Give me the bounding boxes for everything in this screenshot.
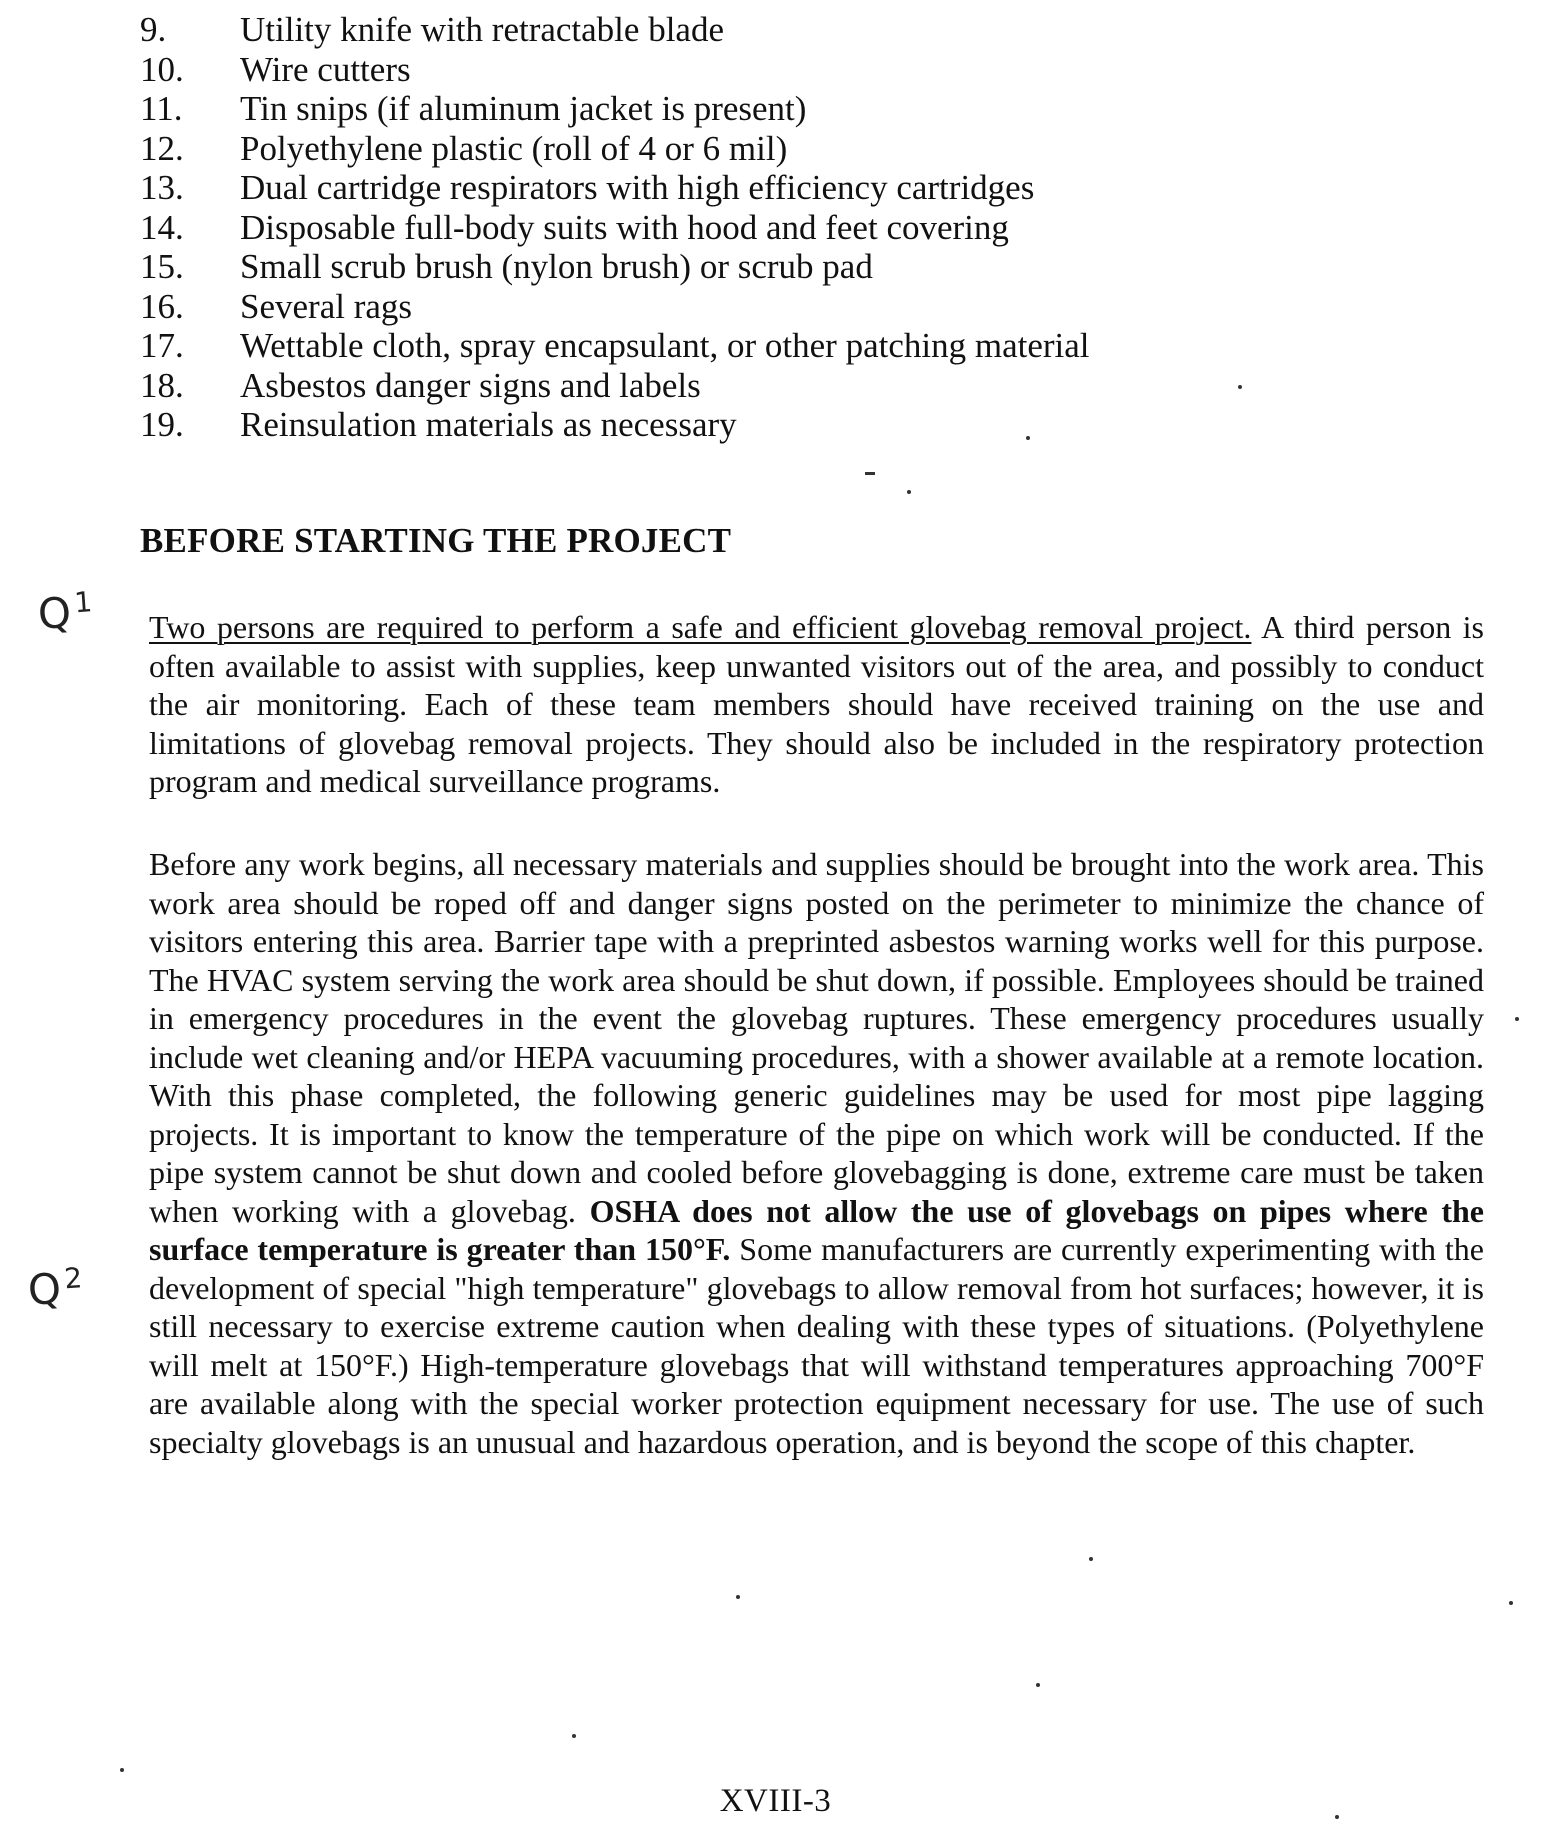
list-item-number: 18.	[140, 365, 184, 405]
section-heading: BEFORE STARTING THE PROJECT	[140, 521, 732, 560]
annotation-mark: 2	[63, 1261, 84, 1296]
annotation-letter: Q	[36, 587, 73, 639]
list-item-text: Polyethylene plastic (roll of 4 or 6 mil)	[240, 128, 788, 168]
list-item	[140, 89, 1190, 129]
scan-speck	[1026, 436, 1030, 440]
list-item	[140, 208, 1190, 248]
list-item-number: 11.	[140, 89, 183, 128]
list-item-number: 12.	[140, 128, 184, 168]
handwritten-annotation-q1	[36, 585, 95, 639]
scan-speck	[907, 490, 911, 494]
list-item-text: Tin snips (if aluminum jacket is present)	[240, 89, 807, 128]
paragraph-text: Some manufacturers are currently experimenting with the development of special "high temperature" glovebags to allow removal from hot surfaces; however, it is still necessary to exercise extreme caution when dealing with these types of situations. (Polyethylene will melt at 150°F.) High-temperature glovebags that will withstand temperatures approaching 700°F are available along with the special worker protection equipment necessary for use. The use of such specialty glovebags is an unusual and hazardous operation, and is beyond the scope of this chapter.	[149, 1231, 1485, 1460]
paragraph-work-preparation	[149, 845, 1484, 1461]
list-item-number: 15.	[140, 247, 184, 286]
page-number: XVIII-3	[719, 1783, 832, 1819]
scan-speck	[1089, 1557, 1093, 1561]
annotation-mark: 1	[73, 585, 94, 620]
underlined-sentence: Two persons are required to perform a safe and efficient glovebag removal project.	[149, 609, 1252, 645]
scan-speck	[1238, 385, 1242, 389]
paragraph-team-requirements	[149, 608, 1484, 801]
list-item	[140, 247, 1190, 287]
scan-speck	[120, 1768, 124, 1772]
list-item-number: 19.	[140, 405, 184, 444]
paragraph-text: A third person is often available to assist with supplies, keep unwanted visitors out of the area, and possibly to conduct the air monitoring. Each of these team members should have received training on the use and limitations of glovebag removal projects. They should also be included in the respiratory protection program and medical surveillance programs.	[149, 609, 1485, 799]
list-item-number: 13.	[140, 168, 184, 207]
list-item-number: 16.	[140, 286, 184, 326]
list-item	[140, 50, 1190, 90]
list-item-number: 17.	[140, 326, 184, 365]
materials-list	[140, 10, 1190, 445]
list-item-text: Utility knife with retractable blade	[240, 10, 724, 49]
scan-speck	[1515, 1017, 1519, 1021]
list-item-text: Reinsulation materials as necessary	[240, 405, 737, 444]
list-item-text: Disposable full-body suits with hood and feet covering	[240, 207, 1009, 247]
list-item	[140, 168, 1190, 208]
list-item-number: 9.	[140, 10, 167, 49]
scan-speck	[865, 472, 875, 475]
list-item	[140, 129, 1190, 169]
list-item-text: Asbestos danger signs and labels	[240, 365, 701, 405]
list-item	[140, 326, 1190, 366]
annotation-letter: Q	[26, 1263, 63, 1315]
paragraph-text: Before any work begins, all necessary materials and supplies should be brought into the work area. This work area should be roped off and danger signs posted on the perimeter to minimize the chance of visitors entering this area. Barrier tape with a preprinted asbestos warning works well for this purpose. The HVAC system serving the work area should be shut down, if possible. Employees should be trained in emergency procedures in the event the glovebag ruptures. These emergency procedures usually include wet cleaning and/or HEPA vacuuming procedures, with a shower available at a remote location. With this phase completed, the following generic guidelines may be used for most pipe lagging projects. It is important to know the temperature of the pipe on which work will be conducted. If the pipe system cannot be shut down and cooled before glovebagging is done, extreme care must be taken when working with a glovebag.	[149, 846, 1484, 1229]
list-item	[140, 405, 1190, 445]
list-item-text: Small scrub brush (nylon brush) or scrub pad	[240, 247, 873, 286]
scan-speck	[736, 1595, 740, 1599]
list-item-number: 10.	[140, 49, 184, 89]
list-item-text: Dual cartridge respirators with high efficiency cartridges	[240, 168, 1035, 207]
scan-speck	[1335, 1815, 1339, 1819]
list-item	[140, 366, 1190, 406]
list-item-number: 14.	[140, 207, 184, 247]
handwritten-annotation-q2	[26, 1261, 85, 1315]
list-item	[140, 287, 1190, 327]
scan-speck	[1036, 1683, 1040, 1687]
scan-speck	[1509, 1601, 1513, 1605]
bold-osha-rule: OSHA does not allow the use of glovebags on pipes where the surface temperature is greater than 150°F.	[149, 1192, 1485, 1267]
list-item	[140, 10, 1190, 50]
list-item-text: Several rags	[240, 286, 413, 326]
list-item-text: Wettable cloth, spray encapsulant, or other patching material	[240, 326, 1090, 365]
scan-speck	[572, 1734, 576, 1738]
list-item-text: Wire cutters	[240, 49, 411, 89]
